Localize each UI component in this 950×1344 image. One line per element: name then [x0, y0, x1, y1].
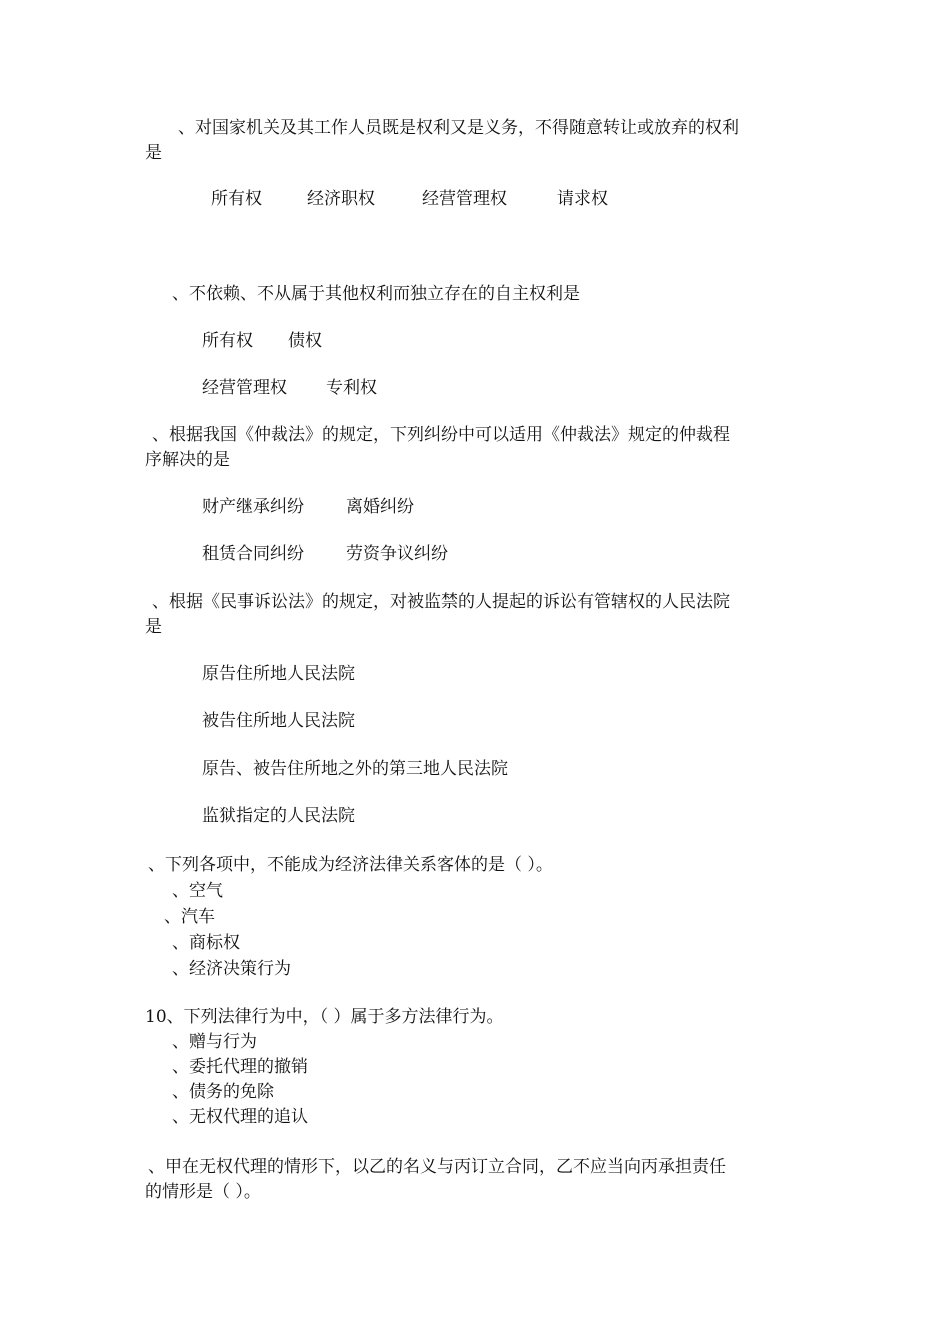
- question-10-option-a: 、赠与行为: [172, 1032, 257, 1052]
- question-1-stem: 、对国家机关及其工作人员既是权利又是义务，不得随意转让或放弃的权利: [178, 118, 739, 138]
- question-1-option-c: 经营管理权: [422, 189, 507, 209]
- question-10-option-b: 、委托代理的撤销: [172, 1057, 308, 1077]
- question-4-stem: 、根据《民事诉讼法》的规定，对被监禁的人提起的诉讼有管辖权的人民法院: [152, 592, 730, 612]
- question-2-stem: 、不依赖、不从属于其他权利而独立存在的自主权利是: [172, 284, 580, 304]
- question-5-option-a: 、空气: [172, 881, 223, 901]
- question-5-option-d: 、经济决策行为: [172, 959, 291, 979]
- question-1-option-a: 所有权: [211, 189, 262, 209]
- question-4-option-d: 监狱指定的人民法院: [202, 806, 355, 826]
- question-5-stem: 、下列各项中，不能成为经济法律关系客体的是（ ）。: [148, 855, 553, 875]
- question-4-option-b: 被告住所地人民法院: [202, 711, 355, 731]
- question-2-option-a: 所有权: [202, 331, 253, 351]
- question-1-option-b: 经济职权: [307, 189, 375, 209]
- question-4-option-a: 原告住所地人民法院: [202, 664, 355, 684]
- question-3-stem-cont: 序解决的是: [145, 450, 230, 470]
- question-10-option-d: 、无权代理的追认: [172, 1107, 308, 1127]
- question-3-stem: 、根据我国《仲裁法》的规定，下列纠纷中可以适用《仲裁法》规定的仲裁程: [152, 425, 730, 445]
- question-2-option-b: 债权: [288, 331, 322, 351]
- question-2-option-d: 专利权: [326, 378, 377, 398]
- question-10-stem: 10、下列法律行为中，（ ）属于多方法律行为。: [145, 1007, 504, 1027]
- question-11-stem-cont: 的情形是（ ）。: [145, 1182, 261, 1202]
- question-3-option-b: 离婚纠纷: [346, 497, 414, 517]
- question-3-option-d: 劳资争议纠纷: [346, 544, 448, 564]
- question-2-option-c: 经营管理权: [202, 378, 287, 398]
- question-5-option-b: 、汽车: [164, 907, 215, 927]
- question-10-option-c: 、债务的免除: [172, 1082, 274, 1102]
- question-5-option-c: 、商标权: [172, 933, 240, 953]
- question-11-stem: 、甲在无权代理的情形下，以乙的名义与丙订立合同，乙不应当向丙承担责任: [148, 1157, 726, 1177]
- question-4-stem-cont: 是: [145, 617, 162, 637]
- question-1-option-d: 请求权: [557, 189, 608, 209]
- question-3-option-c: 租赁合同纠纷: [202, 544, 304, 564]
- question-1-stem-cont: 是: [145, 143, 162, 163]
- question-3-option-a: 财产继承纠纷: [202, 497, 304, 517]
- question-4-option-c: 原告、被告住所地之外的第三地人民法院: [202, 759, 508, 779]
